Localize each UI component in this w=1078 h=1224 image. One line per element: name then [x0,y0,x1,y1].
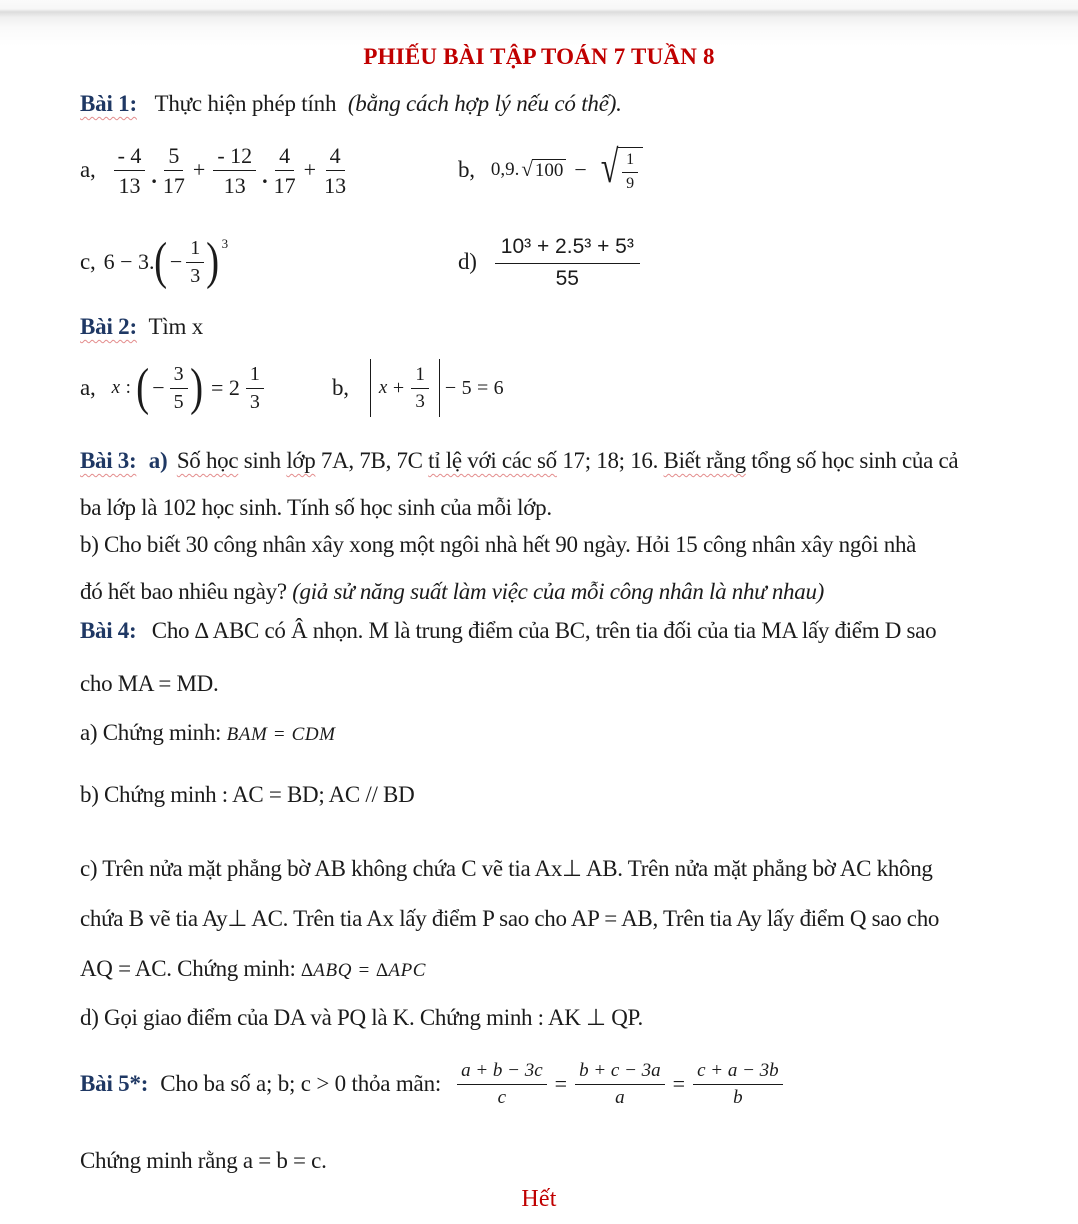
fraction-denominator: 55 [555,267,579,290]
text-segment: 17; 18; 16. [556,448,664,473]
plus-operator: + [192,157,206,182]
fraction-numerator: - 4 [114,143,146,171]
text-segment: 7A, 7B, 7C [315,448,429,473]
text-segment: tổng số học sinh của cả [745,448,959,473]
fraction [622,151,638,193]
fraction [575,1060,665,1108]
equals-two: = 2 [210,375,240,400]
fraction-numerator: 1 [622,151,638,173]
fraction-numerator: 3 [170,363,188,389]
absolute-value [370,359,440,417]
bai5-row [80,1052,1052,1116]
fraction [170,363,188,413]
exponent: 3 [221,236,229,251]
fraction-denominator: c [497,1087,507,1108]
fraction-numerator: b + c − 3a [575,1060,665,1085]
radicand [617,147,643,193]
bai3-paragraph-b [80,521,1052,615]
bai3-b-line1: b) Cho biết 30 công nhân xây xong một ngôi nhà hết 90 ngày. Hỏi 15 công nhân xây ngôi nhà [80,532,917,557]
bai2-item-a [80,358,332,416]
bai2-label: Bài 2: [80,314,137,339]
bai2-b-label: b, [332,375,349,400]
bai2-row [80,350,1052,426]
radical-sign: √ [521,156,533,181]
plus-operator: + [303,157,317,182]
bai1-c-label: c, [80,249,96,274]
fraction-numerator: 5 [164,143,183,171]
bai1-row-2 [80,220,1052,304]
fraction [274,143,296,197]
fraction-numerator: 1 [186,237,204,263]
bai1-item-b [458,141,643,193]
fraction-numerator: 1 [411,364,429,389]
fraction-denominator: a [615,1087,625,1108]
fraction [246,363,264,413]
bai1-intro-italic: (bằng cách hợp lý nếu có thể). [347,91,622,116]
bai1-b-label: b, [458,157,475,182]
text-segment: Biết rằng [663,448,746,473]
fraction-denominator: 13 [118,173,141,198]
equals-operator: = [554,1071,568,1096]
multiply-dot: . [262,163,268,188]
text-segment: Cho ∆ ABC có Â nhọn. M là trung điểm của BC, trên tia đối của tia MA lấy điểm D sao [151,618,937,643]
footer-het: Hết [521,1186,557,1212]
bai3-a-line1 [80,437,1052,484]
bai2-heading [80,314,1052,340]
left-parenthesis: ( [154,232,168,290]
fraction [457,1060,547,1108]
fraction-denominator: 3 [415,391,425,412]
colon-operator: : [125,377,131,398]
variable-x: x [111,377,121,398]
fraction-denominator: 9 [626,175,635,192]
bai1-intro: Thực hiện phép tính [154,91,337,116]
right-parenthesis: ) [189,358,203,416]
fraction [163,143,185,197]
right-parenthesis: ) [206,232,220,290]
text-segment: sinh [238,448,287,473]
fraction-numerator: 4 [326,143,345,171]
bai5-outro: Chứng minh rằng a = b = c. [80,1148,327,1173]
fraction-denominator: 3 [249,391,260,413]
fraction-denominator: 13 [324,173,347,198]
bai4-intro-line1 [80,604,1052,657]
plus-operator: + [392,376,405,399]
expression-tail: − 5 = 6 [444,376,504,399]
bai2-item-b [332,359,504,417]
fraction-denominator: b [733,1087,743,1108]
bai2-a-label: a, [80,375,96,400]
text-segment: tỉ lệ với các số [428,448,557,473]
fraction-numerator: - 12 [213,143,256,171]
fraction [114,143,146,197]
fraction [186,237,204,287]
bai1-d-label: d) [458,249,477,274]
bai4-item-c [80,844,1052,996]
bai2-intro: Tìm x [148,314,204,339]
text-segment: AQ = AC. Chứng minh: [80,956,302,981]
text-segment: lớp [286,448,316,473]
expression-lead: 6 − 3. [103,249,155,274]
bai3-paragraph-a [80,437,1052,531]
bai1-item-a [80,143,458,197]
square-root [597,141,643,193]
variable-x: x [378,377,388,398]
fraction-denominator: 17 [162,173,185,198]
bai3-a-line2: ba lớp là 102 học sinh. Tính số học sinh của mỗi lớp. [80,495,552,520]
radicand: 100 [532,159,567,182]
bai3-label: Bài 3: [80,448,137,473]
left-parenthesis: ( [136,358,150,416]
fraction [693,1060,783,1108]
fraction-denominator: 13 [223,173,246,198]
equals-operator: = [672,1071,686,1096]
bai5-intro: Cho ba số a; b; c > 0 thỏa mãn: [160,1071,442,1096]
bai4-item-d: d) Gọi giao điểm của DA và PQ là K. Chứng minh : AK ⊥ QP. [80,1005,643,1030]
square-root [521,156,566,182]
bai4-label: Bài 4: [80,618,137,643]
bai5-label: Bài 5*: [80,1071,149,1096]
italic-note: (giả sử năng suất làm việc của mỗi công nhân là như nhau) [292,579,824,604]
bai1-item-c [80,232,458,290]
text-segment: a) Chứng minh: [80,720,227,745]
fraction-numerator: a + b − 3c [457,1060,547,1085]
minus-operator: − [574,157,587,182]
fraction [495,234,640,290]
text-segment: Số học [176,448,239,473]
page-title: PHIẾU BÀI TẬP TOÁN 7 TUẦN 8 [363,44,715,69]
fraction-numerator: 10³ + 2.5³ + 5³ [495,234,640,264]
fraction [213,143,256,197]
bai4-c-line1: c) Trên nửa mặt phẳng bờ AB không chứa C vẽ tia Ax⊥ AB. Trên nửa mặt phẳng bờ AC không [80,856,933,881]
bai4-item-b: b) Chứng minh : AC = BD; AC // BD [80,782,415,807]
bai1-heading [80,91,1052,117]
bai4-c-line2: chứa B vẽ tia Ay⊥ AC. Trên tia Ax lấy điểm P sao cho AP = AB, Trên tia Ay lấy điểm Q sao cho [80,906,940,931]
minus-operator: − [169,249,183,274]
fraction-denominator: 17 [273,173,296,198]
coefficient: 0,9. [490,159,520,180]
radical-sign: √ [600,141,619,193]
fraction-numerator: 1 [246,363,264,389]
bai4-c-line3 [80,944,1052,996]
bai1-label: Bài 1: [80,91,137,116]
fraction-denominator: 3 [190,265,201,287]
bai4-intro-line2: cho MA = MD. [80,671,219,696]
bai1-a-label: a, [80,157,96,182]
page-top-edge-shadow [0,0,1078,46]
text-segment: đó hết bao nhiêu ngày? [80,579,293,604]
minus-operator: − [152,375,165,400]
fraction [324,143,346,197]
fraction-denominator: 5 [173,391,184,413]
multiply-dot: . [151,163,157,188]
fraction [411,364,429,412]
triangle-equation: ∆ABQ = ∆APC [301,960,427,981]
bai1-row-1 [80,126,1052,214]
bai4-item-a [80,720,1052,746]
bai1-item-d [458,234,642,290]
fraction-numerator: 4 [275,143,294,171]
fraction-numerator: c + a − 3b [693,1060,783,1085]
bai3-a-label: a) [148,448,168,473]
angle-equation: BAM = CDM [226,724,336,745]
bai4-intro [80,604,1052,710]
